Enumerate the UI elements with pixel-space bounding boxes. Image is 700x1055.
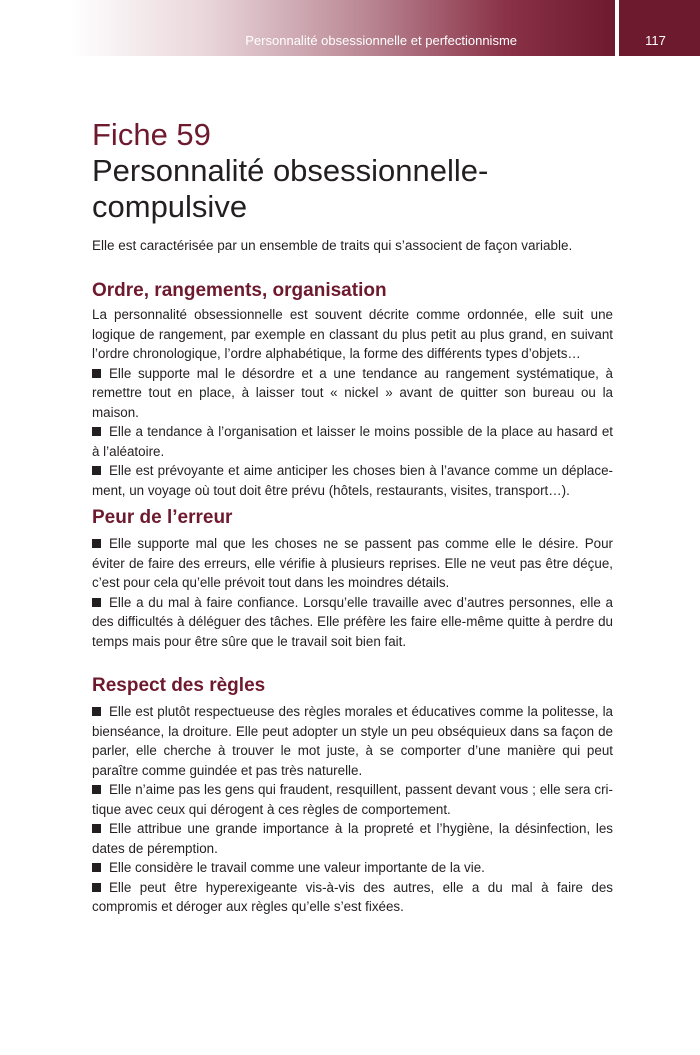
section-body-erreur: [92, 534, 613, 651]
square-bullet-icon: [92, 539, 101, 548]
square-bullet-icon: [92, 707, 101, 716]
list-item: Elle est prévoyante et aime anticiper les choses bien à l’avance comme un déplacement, un voyage où tout doit être prévu (hôtels, restaurants, visites, transport…).: [92, 463, 613, 498]
header-band: [70, 0, 615, 56]
section-title-erreur: Peur de l’erreur: [92, 507, 233, 528]
section-lead-paragraph: La personnalité obsessionnelle est souvent décrite comme ordonnée, elle suit une logique de rangement, par exemple en classant du plus petit au plus grand, en suivant l’ordre chronologique, l’ordre alphabétique, la forme des différents types d’objets…: [92, 307, 613, 361]
page-number-tab: [619, 0, 700, 56]
section-body-regles: [92, 702, 613, 917]
list-item: Elle supporte mal le désordre et a une tendance au rangement systématique, à remettre tout en place, à laisser tout « nickel » avant de quitter son bureau ou la maison.: [92, 365, 613, 420]
square-bullet-icon: [92, 598, 101, 607]
section-body-ordre: [92, 305, 613, 500]
list-item: Elle a du mal à faire confiance. Lorsqu’elle travaille avec d’autres personnes, elle a des difficultés à déléguer des tâches. Elle préfère les faire elle-même quitte à perdre du temps mais pour être sûre que le travail soit bien fait.: [92, 594, 613, 649]
list-item: Elle est plutôt respectueuse des règles morales et éducatives comme la politesse, la bienséance, la droiture. Elle peut adopter un style un peu obséquieux dans sa façon de parler, elle cherche à trouver le mot juste, à se comporter d’une manière qui peut paraître comme guindée et pas très naturelle.: [92, 704, 613, 778]
page-title: Personnalité obsessionnelle-compulsive: [92, 153, 489, 224]
square-bullet-icon: [92, 427, 101, 436]
list-item: Elle peut être hyperexigeante vis-à-vis des autres, elle a du mal à faire des compromis et déroger aux règles qu’elle s’est fixées.: [92, 879, 613, 914]
list-item: Elle n’aime pas les gens qui fraudent, resquillent, passent devant vous ; elle sera critique avec ceux qui dérogent à ces règles de comportement.: [92, 782, 613, 817]
section-title-regles: Respect des règles: [92, 675, 266, 696]
intro-paragraph: Elle est caractérisée par un ensemble de traits qui s’associent de façon variable.: [92, 238, 573, 253]
list-item: Elle a tendance à l’organisation et laisser le moins possible de la place au hasard et à l’aléatoire.: [92, 424, 613, 459]
list-item: Elle supporte mal que les choses ne se passent pas comme elle le désire. Pour éviter de faire des erreurs, elle vérifie à plusieurs reprises. Elle ne veut pas être déçue, c’est pour cela qu’elle prévoit tout dans les moindres détails.: [92, 536, 613, 590]
square-bullet-icon: [92, 824, 101, 833]
list-item: Elle attribue une grande importance à la propreté et l’hygiène, la désinfection, les dates de péremption.: [92, 821, 613, 856]
square-bullet-icon: [92, 883, 101, 892]
list-item: Elle considère le travail comme une valeur importante de la vie.: [92, 858, 613, 878]
square-bullet-icon: [92, 369, 101, 378]
page-number: 117: [645, 33, 666, 48]
square-bullet-icon: [92, 466, 101, 475]
square-bullet-icon: [92, 863, 101, 872]
section-title-ordre: Ordre, rangements, organisation: [92, 280, 387, 301]
square-bullet-icon: [92, 785, 101, 794]
fiche-label: Fiche 59: [92, 117, 211, 152]
running-title: Personnalité obsessionnelle et perfectionnisme: [245, 33, 517, 48]
